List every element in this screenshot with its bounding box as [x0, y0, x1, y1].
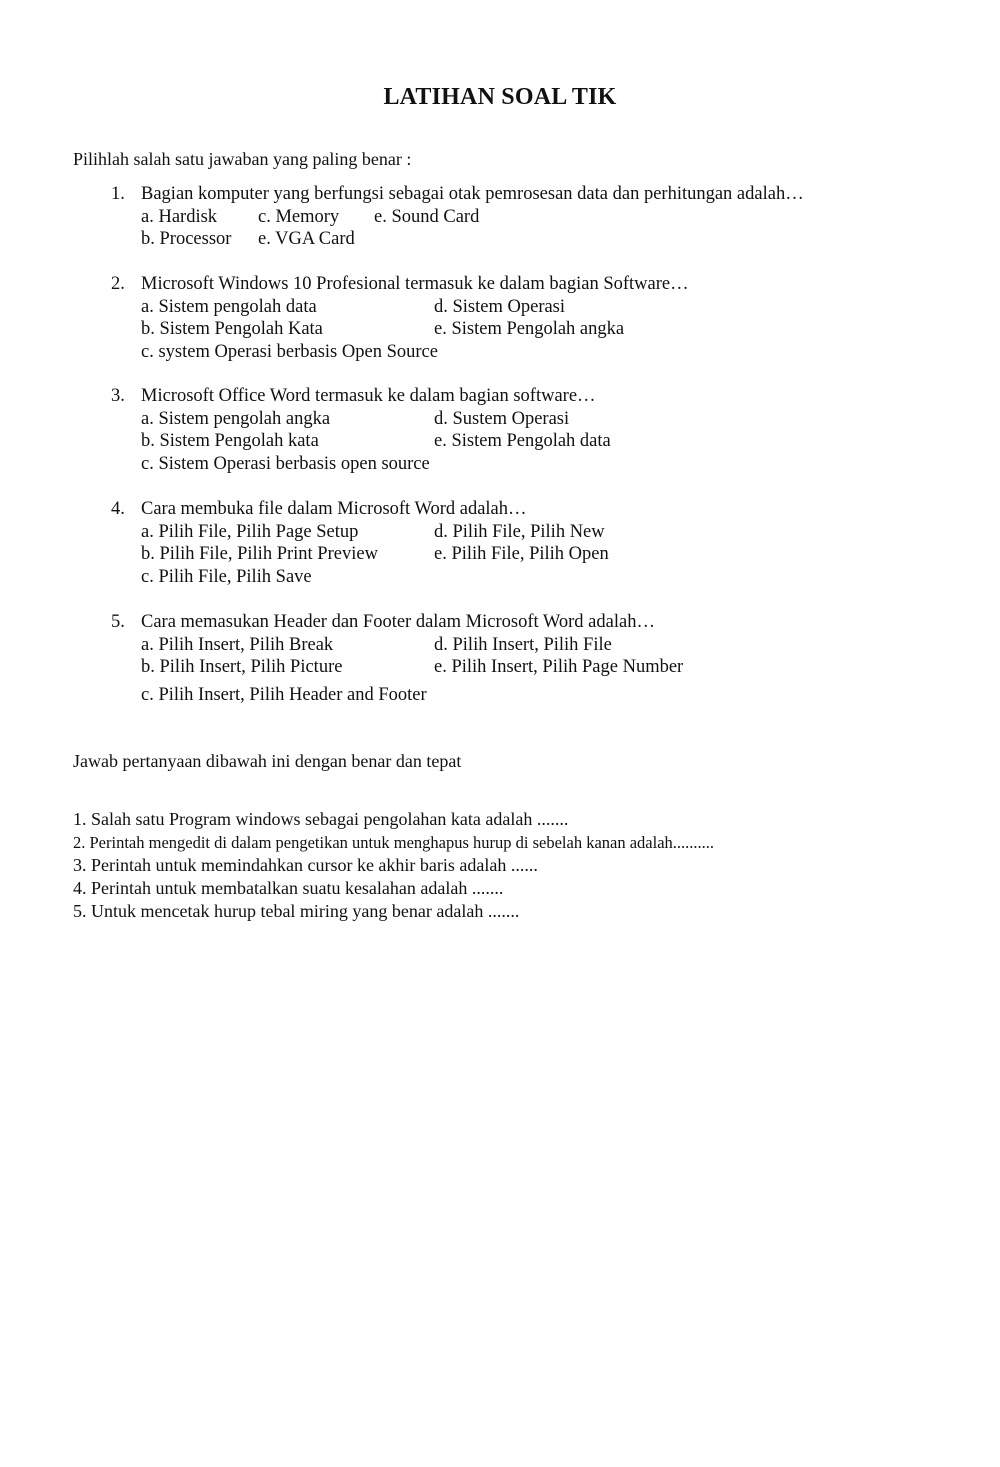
essay-item: 5. Untuk mencetak hurup tebal miring yang benar adalah .......: [73, 901, 520, 921]
essay-item: 2. Perintah mengedit di dalam pengetikan untuk menghapus hurup di sebelah kanan adalah..........: [73, 833, 715, 852]
option-row: [141, 296, 689, 319]
option: a. Hardisk: [141, 206, 218, 227]
question-number: 2.: [111, 274, 125, 294]
question-5: [111, 611, 683, 706]
options: [111, 634, 683, 707]
essay-item: 3. Perintah untuk memindahkan cursor ke akhir baris adalah ......: [73, 855, 538, 875]
question-text: Bagian komputer yang berfungsi sebagai otak pemrosesan data dan perhitungan adalah…: [141, 184, 804, 204]
option: c. Pilih File, Pilih Save: [141, 566, 312, 587]
option: b. Pilih Insert, Pilih Picture: [141, 657, 343, 677]
option: a. Pilih File, Pilih Page Setup: [141, 521, 359, 542]
option-row: [141, 453, 611, 476]
question-number: 4.: [111, 499, 125, 519]
option: d. Sistem Operasi: [434, 296, 566, 317]
essay-instruction: Jawab pertanyaan dibawah ini dengan benar dan tepat: [73, 751, 462, 771]
option-row: [141, 430, 611, 453]
question-4: [111, 498, 609, 588]
mc-instruction: Pilihlah salah satu jawaban yang paling benar :: [73, 149, 412, 169]
option-row: [141, 408, 611, 431]
option: e. Pilih Insert, Pilih Page Number: [434, 657, 684, 677]
question-2: [111, 273, 689, 363]
question-text: Microsoft Windows 10 Profesional termasuk ke dalam bagian Software…: [141, 274, 689, 294]
option-row: [141, 318, 689, 341]
option: d. Pilih Insert, Pilih File: [434, 634, 612, 655]
option-row: [141, 634, 683, 657]
options: [111, 296, 689, 364]
option-row: [141, 341, 689, 364]
option: e. Sistem Pengolah data: [434, 431, 611, 451]
page-title: LATIHAN SOAL TIK: [383, 84, 617, 110]
question-1: [111, 183, 804, 251]
question-number: 1.: [111, 184, 125, 204]
options: [111, 206, 804, 251]
question-number: 5.: [111, 612, 125, 632]
option: c. Pilih Insert, Pilih Header and Footer: [141, 684, 427, 705]
option-row: [141, 566, 609, 589]
essay-item: 1. Salah satu Program windows sebagai pengolahan kata adalah .......: [73, 809, 569, 829]
option: b. Pilih File, Pilih Print Preview: [141, 544, 378, 564]
question-3: [111, 385, 611, 475]
option: c. Memory: [258, 206, 340, 227]
option: a. Sistem pengolah angka: [141, 408, 331, 429]
question-number: 3.: [111, 386, 125, 406]
option: b. Sistem Pengolah kata: [141, 431, 319, 451]
option: c. Sistem Operasi berbasis open source: [141, 453, 430, 474]
option: e. VGA Card: [258, 229, 355, 249]
option-row: [141, 228, 804, 251]
option: b. Processor: [141, 229, 232, 249]
option: d. Pilih File, Pilih New: [434, 521, 605, 542]
question-text: Microsoft Office Word termasuk ke dalam bagian software…: [141, 386, 596, 406]
option-row: [141, 656, 683, 679]
option-row: [141, 684, 683, 707]
question-text: Cara memasukan Header dan Footer dalam Microsoft Word adalah…: [141, 612, 655, 632]
option: e. Sound Card: [374, 206, 480, 227]
essay-list: [73, 808, 714, 923]
option: b. Sistem Pengolah Kata: [141, 319, 323, 339]
option: e. Sistem Pengolah angka: [434, 319, 625, 339]
option-row: [141, 521, 609, 544]
option: d. Sustem Operasi: [434, 408, 570, 429]
option: a. Sistem pengolah data: [141, 296, 317, 317]
options: [111, 408, 611, 476]
option-row: [141, 206, 804, 229]
option: c. system Operasi berbasis Open Source: [141, 341, 438, 362]
question-text: Cara membuka file dalam Microsoft Word adalah…: [141, 499, 527, 519]
essay-item: 4. Perintah untuk membatalkan suatu kesalahan adalah .......: [73, 878, 504, 898]
option-row: [141, 543, 609, 566]
options: [111, 521, 609, 589]
option: a. Pilih Insert, Pilih Break: [141, 634, 334, 655]
option: e. Pilih File, Pilih Open: [434, 544, 609, 564]
